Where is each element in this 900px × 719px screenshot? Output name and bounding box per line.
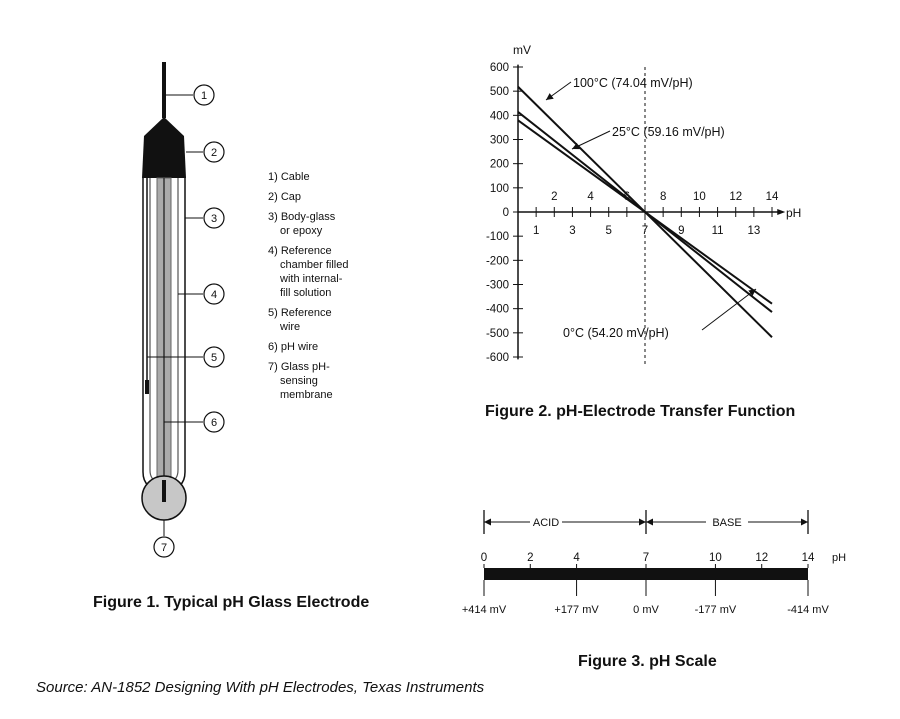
legend-line: or epoxy <box>280 225 323 237</box>
legend-line: 6) pH wire <box>268 341 319 353</box>
range-arrow-head <box>646 519 653 526</box>
legend-line: wire <box>280 321 301 333</box>
legend-line: 3) Body-glass <box>268 211 336 223</box>
legend-item <box>268 340 388 354</box>
y-tick-label: -200 <box>485 255 509 268</box>
y-tick-label: 100 <box>489 182 509 195</box>
legend-line: 7) Glass pH- <box>268 361 330 373</box>
svg-text:2: 2 <box>210 147 218 159</box>
y-tick-label: 400 <box>489 110 509 123</box>
svg-text:3: 3 <box>210 213 218 225</box>
base-label: BASE <box>712 517 742 529</box>
ph-tick-label: 7 <box>642 552 650 564</box>
legend-line: chamber filled <box>280 259 349 271</box>
y-tick-label: -300 <box>485 279 509 292</box>
series-label: 0°C (54.20 mV/pH) <box>563 326 669 340</box>
y-axis-unit: mV <box>513 43 531 57</box>
electrode-legend <box>268 170 388 408</box>
range-arrow-head <box>484 519 491 526</box>
x-tick-label: 10 <box>693 191 706 203</box>
mv-tick-label: -177 mV <box>694 604 737 616</box>
x-axis-unit: pH <box>786 206 802 220</box>
y-tick-label: 200 <box>489 158 509 171</box>
legend-line: 2) Cap <box>268 191 302 203</box>
callout-6 <box>204 412 224 432</box>
svg-text:4: 4 <box>210 289 218 301</box>
series-label-arrow <box>546 93 554 100</box>
ph-tick-label: 14 <box>801 552 815 564</box>
series-label: 100°C (74.04 mV/pH) <box>573 76 693 90</box>
electrode-diagram <box>0 0 260 600</box>
svg-text:6: 6 <box>210 417 218 429</box>
x-tick-label: 12 <box>729 191 743 203</box>
source-citation: Source: AN-1852 Designing With pH Electrodes, Texas Instruments <box>36 679 485 696</box>
cap <box>142 117 186 178</box>
legend-item <box>268 210 388 238</box>
legend-item <box>268 360 388 402</box>
svg-text:5: 5 <box>210 352 218 364</box>
legend-line: fill solution <box>280 287 332 299</box>
x-tick-label: 3 <box>569 225 576 237</box>
figure2-caption: Figure 2. pH-Electrode Transfer Function <box>485 403 796 420</box>
figure3-caption: Figure 3. pH Scale <box>578 653 717 670</box>
ph-tick-label: 4 <box>573 552 580 564</box>
figure1-caption: Figure 1. Typical pH Glass Electrode <box>93 594 370 611</box>
legend-item <box>268 190 388 204</box>
svg-text:7: 7 <box>160 542 168 554</box>
series-label: 25°C (59.16 mV/pH) <box>612 125 725 139</box>
ph-tick-label: 10 <box>709 552 722 564</box>
callout-3 <box>204 208 224 228</box>
ph-tick-label: 0 <box>480 552 488 564</box>
svg-text:1: 1 <box>200 90 208 102</box>
y-tick-label: -500 <box>485 327 509 340</box>
ph-tick-label: 12 <box>755 552 769 564</box>
legend-line: 4) Reference <box>268 245 332 257</box>
legend-line: sensing <box>280 375 318 387</box>
legend-item <box>268 244 388 300</box>
ph-tick-label: 2 <box>527 552 534 564</box>
ph-scale-bar <box>484 568 808 580</box>
mv-tick-label: -414 mV <box>787 604 829 616</box>
x-tick-label: 14 <box>765 191 779 203</box>
transfer-function-chart <box>470 40 830 380</box>
ph-scale <box>450 500 870 630</box>
x-tick-label: 5 <box>605 225 612 237</box>
legend-line: membrane <box>280 389 333 401</box>
range-arrow-head <box>801 519 808 526</box>
x-axis-arrow <box>777 209 785 215</box>
y-tick-label: 300 <box>489 134 509 147</box>
y-tick-label: 500 <box>489 86 509 99</box>
y-tick-label: 0 <box>502 207 509 219</box>
x-tick-label: 8 <box>659 191 667 203</box>
range-arrow-head <box>639 519 646 526</box>
y-tick-label: -600 <box>485 352 509 364</box>
x-tick-label: 2 <box>551 191 558 203</box>
legend-item <box>268 306 388 334</box>
mv-tick-label: +177 mV <box>554 604 599 616</box>
legend-line: with internal- <box>280 273 343 285</box>
mv-tick-label: 0 mV <box>633 604 659 616</box>
legend-line: 1) Cable <box>268 171 310 183</box>
callout-7 <box>154 537 174 557</box>
y-tick-label: -400 <box>485 303 509 316</box>
acid-label: ACID <box>532 517 560 529</box>
callout-2 <box>204 142 224 162</box>
mv-tick-label: +414 mV <box>461 604 507 616</box>
y-tick-label: 600 <box>489 62 509 74</box>
x-tick-label: 11 <box>711 225 724 237</box>
x-tick-label: 13 <box>747 225 761 237</box>
legend-item <box>268 170 388 184</box>
x-tick-label: 1 <box>532 225 540 237</box>
callout-4 <box>204 284 224 304</box>
legend-line: 5) Reference <box>268 307 332 319</box>
callout-5 <box>204 347 224 367</box>
callout-1 <box>194 85 214 105</box>
x-tick-label: 4 <box>587 191 594 203</box>
scale-unit: pH <box>832 552 847 564</box>
y-tick-label: -100 <box>485 231 509 244</box>
x-tick-label: 9 <box>678 225 685 237</box>
x-tick-label: 7 <box>641 225 649 237</box>
